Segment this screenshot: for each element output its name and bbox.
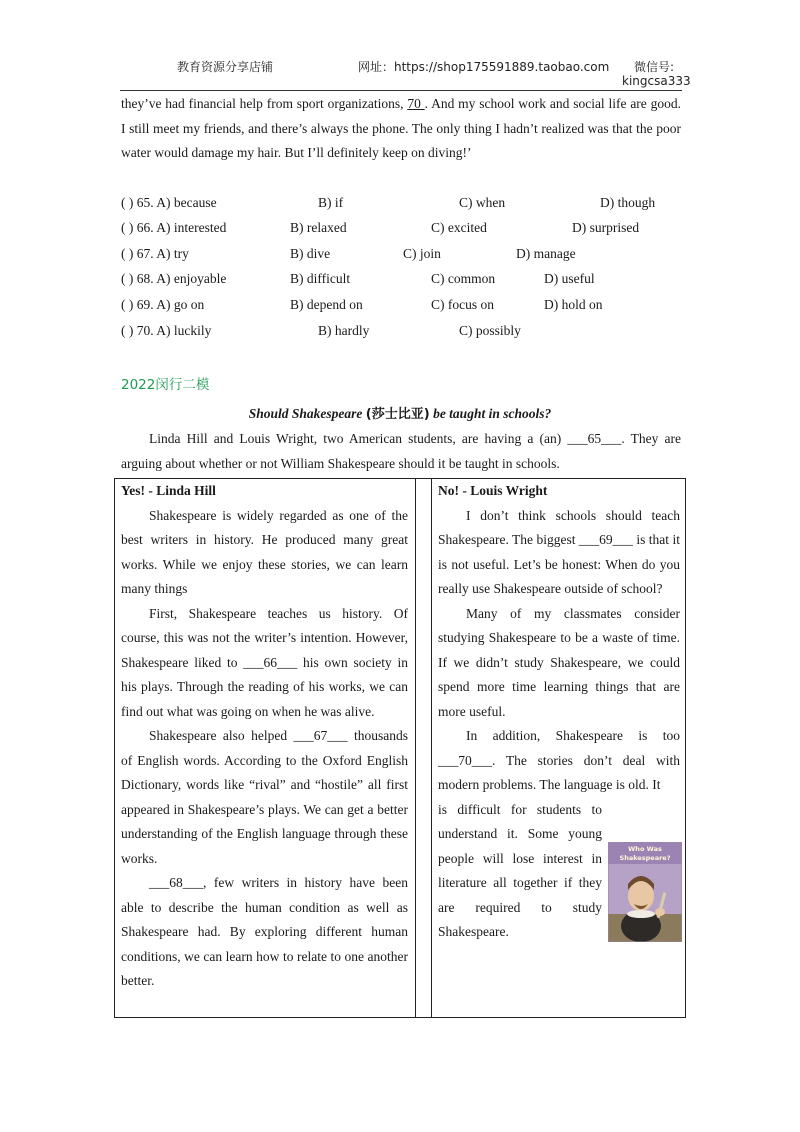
svg-text:Who Was: Who Was	[628, 845, 662, 853]
wechat-label: 微信号:	[634, 60, 675, 74]
q67-a: ( ) 67. A) try	[121, 246, 189, 261]
q67-c: C) join	[403, 246, 441, 261]
q65-a: ( ) 65. A) because	[121, 195, 217, 210]
right-para-3b: is difficult for students to understand it. Some young people will lose interest in literature all together if they are required to study Shakespeare.	[438, 801, 602, 939]
lead-paragraph: Linda Hill and Louis Wright, two American students, are having a (an) ___65___. They are arguing about whether or not William Shakespeare should it be taught in schools.	[121, 431, 681, 471]
q69-b: B) depend on	[290, 297, 363, 312]
q65-d: D) though	[600, 195, 656, 210]
passage-title	[0, 403, 800, 422]
right-para-2: Many of my classmates consider studying Shakespeare to be a waste of time. If we didn’t study Shakespeare, we could spend more time learning things that are more useful.	[438, 605, 680, 719]
left-para-4: ___68___, few writers in history have been able to describe the human condition as well as Shakespeare had. By exploring different human conditions, we can learn how to relate to one another better.	[121, 875, 408, 988]
q66-d: D) surprised	[572, 220, 640, 235]
q68-d: D) useful	[544, 271, 595, 286]
q66-b: B) relaxed	[290, 220, 347, 235]
section-label: 2022闵行二模	[121, 377, 210, 393]
intro-text-a: they’ve had financial help from sport organizations,	[121, 96, 408, 111]
q68-c: C) common	[431, 271, 496, 286]
right-heading: No! - Louis Wright	[438, 483, 548, 498]
q66-a: ( ) 66. A) interested	[121, 220, 227, 235]
shop-name: 教育资源分享店铺	[177, 60, 274, 74]
title-part-a: Should Shakespeare	[248, 406, 366, 421]
q70-b: B) hardly	[318, 323, 370, 338]
title-part-b: be taught in schools?	[429, 406, 552, 421]
intro-text-b: . And my school work and social life are good. I still meet my friends, and there’s always the phone. The only thing I hadn’t realized was that the poor water would damage my hair. But I’ll definitely keep on diving!’	[121, 96, 681, 160]
left-para-3: Shakespeare also helped ___67___ thousands of English words. According to the Oxford English Dictionary, words like “rival” and “hostile” all first appeared in Shakespeare’s plays. We can get a better understanding of the English language through these works.	[121, 728, 408, 866]
shakespeare-book-cover-image	[608, 842, 682, 942]
q66-c: C) excited	[431, 220, 487, 235]
left-column	[121, 479, 408, 994]
debate-table	[114, 478, 686, 1018]
title-chinese: (莎士比亚)	[365, 407, 430, 422]
q65-c: C) when	[459, 195, 506, 210]
q70-a: ( ) 70. A) luckily	[121, 323, 212, 338]
q70-c: C) possibly	[459, 323, 521, 338]
q69-d: D) hold on	[544, 297, 603, 312]
wechat-id: kingcsa333	[622, 74, 691, 88]
q69-a: ( ) 69. A) go on	[121, 297, 205, 312]
blank-70: 70	[407, 96, 425, 111]
shop-url: 网址：https://shop175591889.taobao.com	[358, 60, 610, 74]
q67-b: B) dive	[290, 246, 331, 261]
left-para-1: Shakespeare is widely regarded as one of the best writers in history. He produced many great works. While we enjoy these stories, we can learn many things	[121, 507, 408, 596]
right-para-3a: In addition, Shakespeare is too ___70___. The stories don’t deal with modern problems. The language is old. It	[438, 728, 680, 792]
q68-b: B) difficult	[290, 271, 351, 286]
page-header	[0, 0, 800, 92]
svg-text:Shakespeare?: Shakespeare?	[619, 854, 671, 862]
left-para-2: First, Shakespeare teaches us history. Of course, this was not the writer’s intention. However, Shakespeare liked to ___66___ his own society in his plays. Through the reading of his works, we can find out what was going on when he was alive.	[121, 605, 408, 719]
right-para-1: I don’t think schools should teach Shakespeare. The biggest ___69___ is that it is not useful. Let’s be honest: When do you really use Shakespeare outside of school?	[438, 507, 680, 596]
q69-c: C) focus on	[431, 297, 494, 312]
header-divider	[120, 90, 682, 91]
q65-b: B) if	[318, 195, 344, 210]
intro-paragraph	[121, 92, 681, 166]
left-heading: Yes! - Linda Hill	[121, 483, 216, 498]
table-divider-1	[415, 479, 416, 1017]
table-divider-2	[431, 479, 432, 1017]
q67-d: D) manage	[516, 246, 576, 261]
q68-a: ( ) 68. A) enjoyable	[121, 271, 227, 286]
